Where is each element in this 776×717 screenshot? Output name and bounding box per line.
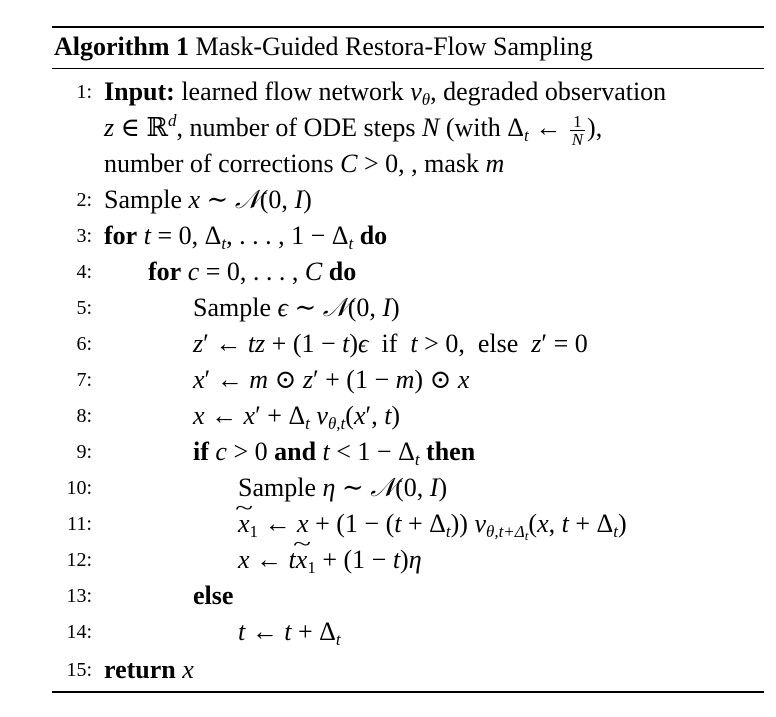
keyword: else <box>193 581 234 610</box>
line-number: 2: <box>76 189 92 211</box>
math-expression: ∈ ℝ$^d$ <box>120 111 177 142</box>
math-expression: x <box>182 655 194 684</box>
math-expression: z′ ← tz + (1 − t)ϵ <box>193 329 369 358</box>
line-number: 15: <box>66 659 92 681</box>
line-number: 14: <box>66 621 92 643</box>
line-text: , degraded observation <box>430 77 667 106</box>
line-text: Sample <box>104 185 189 214</box>
bottom-rule <box>52 691 764 693</box>
line-code <box>193 290 400 326</box>
math-expression: x ∼ 𝒩(0, I) <box>188 185 312 214</box>
line-text: learned flow network <box>174 77 411 106</box>
algorithm-label: Algorithm 1 <box>54 32 190 61</box>
algorithm-caption <box>54 30 593 64</box>
math-expression: c > 0 <box>215 437 268 466</box>
line-number: 3: <box>76 225 92 247</box>
keyword: do <box>359 221 388 250</box>
top-rule <box>52 26 764 28</box>
line-code <box>193 578 233 614</box>
line-code <box>238 470 447 506</box>
math-expression: t > 0, <box>410 329 465 358</box>
keyword: if <box>193 437 209 466</box>
line-code <box>193 434 475 470</box>
line-number: 1: <box>76 81 92 103</box>
line-code <box>104 182 312 218</box>
math-expression: z′ = 0 <box>531 329 588 358</box>
line-code <box>193 362 469 398</box>
line-number: 4: <box>76 261 92 283</box>
line-number: 12: <box>66 549 92 571</box>
line-number: 6: <box>76 333 92 355</box>
line-code <box>104 218 387 254</box>
math-expression: t = 0, $\Delta_t$, . . . , $1 - \Delta_t$ <box>143 221 354 253</box>
line-code <box>104 110 602 148</box>
fraction: $\frac{1}{N}$ <box>571 111 584 149</box>
math-expression: $v_\theta$ <box>410 77 431 109</box>
line-number: 11: <box>67 513 92 535</box>
caption-rule <box>52 68 764 69</box>
line-number: 10: <box>66 477 92 499</box>
line-number: 5: <box>76 297 92 319</box>
line-text: number of corrections <box>104 149 341 178</box>
math-expression: c = 0, . . . , C <box>187 257 323 286</box>
keyword: then <box>426 437 476 466</box>
line-code <box>148 254 356 290</box>
keyword: for <box>104 221 138 250</box>
keyword: return <box>104 655 176 684</box>
math-expression: ϵ ∼ 𝒩(0, I) <box>277 293 400 322</box>
math-expression: $\Delta_t$ ← $\frac{1}{N}$ <box>507 111 584 149</box>
math-expression: m <box>485 149 505 178</box>
line-text: else <box>477 329 519 358</box>
line-code <box>193 326 588 362</box>
math-expression: $t < 1 - \Delta_t$ <box>322 437 420 469</box>
math-expression: x ← t~ $x_1 + (1 - t)\eta$ <box>238 545 422 574</box>
line-text: Sample <box>238 473 323 502</box>
line-number: 8: <box>76 405 92 427</box>
algorithm-title: Mask-Guided Restora-Flow Sampling <box>195 32 593 61</box>
line-text: (with <box>439 113 508 142</box>
line-number: 9: <box>76 441 92 463</box>
math-expression: η ∼ 𝒩(0, I) <box>322 473 448 502</box>
line-text: , number of ODE steps <box>176 113 422 142</box>
math-expression: C > 0 <box>340 149 399 178</box>
line-text: , mask <box>411 149 486 178</box>
line-text: if <box>381 329 398 358</box>
line-number: 7: <box>76 369 92 391</box>
line-code <box>238 614 341 650</box>
math-expression: x ← $x' + \Delta_t$ $v_{\theta,t}(x'$, t) <box>193 401 401 433</box>
line-code <box>238 542 422 578</box>
math-expression: x′ ← m ⊙ z′ + (1 − m) ⊙ x <box>193 365 470 394</box>
line-code <box>104 652 194 688</box>
keyword: for <box>148 257 182 286</box>
keyword: and <box>274 437 317 466</box>
math-expression: N <box>422 113 440 142</box>
line-number: 13: <box>66 585 92 607</box>
line-text: Sample <box>193 293 278 322</box>
line-code: number of corrections C > 0, , mask m <box>104 149 505 178</box>
math-expression: z <box>104 113 115 142</box>
keyword: do <box>328 257 357 286</box>
math-expression: t ← $t + \Delta_t$ <box>238 617 341 649</box>
math-expression: ~ $x_1$ ← $x + (1 - (t + \Delta_t))$ $v_{\theta,t+\Delta_t}(x$, $t + \Delta_t$) <box>238 509 627 538</box>
line-text: ), <box>587 113 603 142</box>
keyword: Input: <box>104 77 175 106</box>
line-code <box>193 398 400 434</box>
line-code <box>104 74 666 110</box>
